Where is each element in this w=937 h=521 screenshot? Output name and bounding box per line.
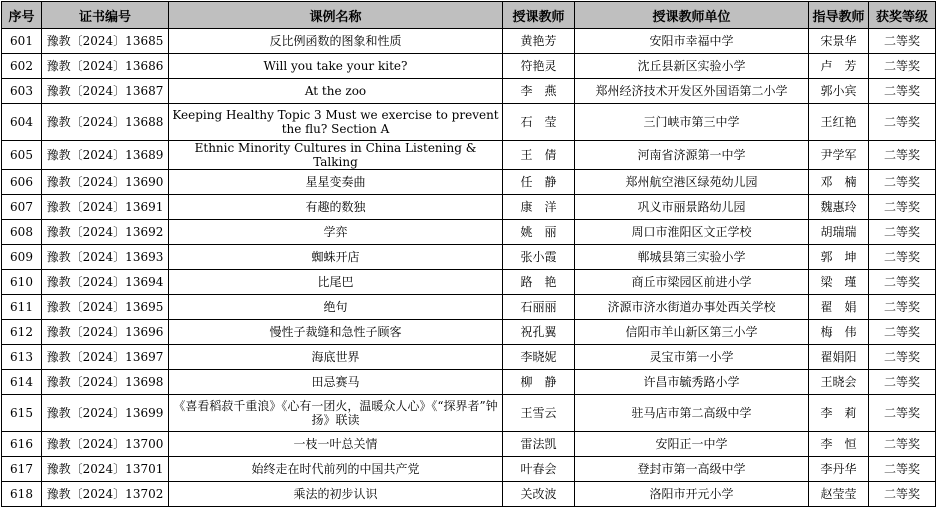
cell-course: 绝句 bbox=[169, 295, 503, 320]
header-unit: 授课教师单位 bbox=[575, 2, 809, 29]
cell-award: 二等奖 bbox=[869, 29, 936, 54]
cell-course: 始终走在时代前列的中国共产党 bbox=[169, 457, 503, 482]
cell-seq: 618 bbox=[2, 482, 42, 507]
cell-cert: 豫教〔2024〕13685 bbox=[42, 29, 169, 54]
cell-unit: 郑州经济技术开发区外国语第二小学 bbox=[575, 79, 809, 104]
cell-course: 《喜看稻菽千重浪》《心有一团火，温暖众人心》《“探界者”钟扬》联读 bbox=[169, 395, 503, 432]
cell-unit: 登封市第一高级中学 bbox=[575, 457, 809, 482]
cell-award: 二等奖 bbox=[869, 170, 936, 195]
cell-mentor: 郭 坤 bbox=[809, 245, 869, 270]
cell-cert: 豫教〔2024〕13700 bbox=[42, 432, 169, 457]
cell-cert: 豫教〔2024〕13694 bbox=[42, 270, 169, 295]
table-row bbox=[2, 395, 936, 432]
cell-cert: 豫教〔2024〕13697 bbox=[42, 345, 169, 370]
cell-mentor: 胡瑞瑞 bbox=[809, 220, 869, 245]
cell-mentor: 赵莹莹 bbox=[809, 482, 869, 507]
table-row bbox=[2, 79, 936, 104]
cell-course: 反比例函数的图象和性质 bbox=[169, 29, 503, 54]
cell-award: 二等奖 bbox=[869, 320, 936, 345]
cell-teacher: 叶春会 bbox=[503, 457, 575, 482]
cell-mentor: 尹学军 bbox=[809, 141, 869, 170]
cell-award: 二等奖 bbox=[869, 345, 936, 370]
cell-course: 一枝一叶总关情 bbox=[169, 432, 503, 457]
cell-award: 二等奖 bbox=[869, 195, 936, 220]
cell-seq: 612 bbox=[2, 320, 42, 345]
cell-mentor: 翟 娟 bbox=[809, 295, 869, 320]
table-row bbox=[2, 54, 936, 79]
cell-teacher: 柳 静 bbox=[503, 370, 575, 395]
cell-seq: 603 bbox=[2, 79, 42, 104]
table-row bbox=[2, 29, 936, 54]
cell-mentor: 梅 伟 bbox=[809, 320, 869, 345]
cell-teacher: 路 艳 bbox=[503, 270, 575, 295]
table-row bbox=[2, 482, 936, 507]
cell-mentor: 李 恒 bbox=[809, 432, 869, 457]
cell-cert: 豫教〔2024〕13689 bbox=[42, 141, 169, 170]
cell-seq: 601 bbox=[2, 29, 42, 54]
cell-teacher: 石丽丽 bbox=[503, 295, 575, 320]
cell-teacher: 任 静 bbox=[503, 170, 575, 195]
cell-unit: 安阳正一中学 bbox=[575, 432, 809, 457]
cell-seq: 607 bbox=[2, 195, 42, 220]
header-mentor: 指导教师 bbox=[809, 2, 869, 29]
cell-mentor: 王晓会 bbox=[809, 370, 869, 395]
cell-unit: 周口市淮阳区文正学校 bbox=[575, 220, 809, 245]
cell-course: 蜘蛛开店 bbox=[169, 245, 503, 270]
cell-unit: 济源市济水街道办事处西关学校 bbox=[575, 295, 809, 320]
table-row bbox=[2, 295, 936, 320]
cell-seq: 602 bbox=[2, 54, 42, 79]
cell-cert: 豫教〔2024〕13698 bbox=[42, 370, 169, 395]
table-row bbox=[2, 345, 936, 370]
cell-award: 二等奖 bbox=[869, 295, 936, 320]
header-award: 获奖等级 bbox=[869, 2, 936, 29]
cell-award: 二等奖 bbox=[869, 270, 936, 295]
cell-cert: 豫教〔2024〕13695 bbox=[42, 295, 169, 320]
cell-award: 二等奖 bbox=[869, 79, 936, 104]
cell-award: 二等奖 bbox=[869, 141, 936, 170]
table-row bbox=[2, 432, 936, 457]
cell-unit: 驻马店市第二高级中学 bbox=[575, 395, 809, 432]
table-row bbox=[2, 245, 936, 270]
cell-teacher: 黄艳芳 bbox=[503, 29, 575, 54]
cell-unit: 巩义市丽景路幼儿园 bbox=[575, 195, 809, 220]
cell-mentor: 李 莉 bbox=[809, 395, 869, 432]
cell-cert: 豫教〔2024〕13692 bbox=[42, 220, 169, 245]
cell-course: 学弈 bbox=[169, 220, 503, 245]
cell-seq: 604 bbox=[2, 104, 42, 141]
table-row bbox=[2, 220, 936, 245]
cell-unit: 灵宝市第一小学 bbox=[575, 345, 809, 370]
table-row bbox=[2, 370, 936, 395]
cell-award: 二等奖 bbox=[869, 245, 936, 270]
cell-teacher: 李晓妮 bbox=[503, 345, 575, 370]
table-row bbox=[2, 141, 936, 170]
cell-course: 慢性子裁缝和急性子顾客 bbox=[169, 320, 503, 345]
cell-mentor: 翟娟阳 bbox=[809, 345, 869, 370]
cell-teacher: 王雪云 bbox=[503, 395, 575, 432]
cell-unit: 许昌市毓秀路小学 bbox=[575, 370, 809, 395]
cell-award: 二等奖 bbox=[869, 104, 936, 141]
cell-award: 二等奖 bbox=[869, 482, 936, 507]
cell-teacher: 姚 丽 bbox=[503, 220, 575, 245]
cell-unit: 三门峡市第三中学 bbox=[575, 104, 809, 141]
cell-seq: 608 bbox=[2, 220, 42, 245]
header-teacher: 授课教师 bbox=[503, 2, 575, 29]
cell-seq: 613 bbox=[2, 345, 42, 370]
table-row bbox=[2, 457, 936, 482]
cell-cert: 豫教〔2024〕13699 bbox=[42, 395, 169, 432]
cell-course: Will you take your kite? bbox=[169, 54, 503, 79]
header-row bbox=[2, 2, 936, 29]
cell-course: 星星变奏曲 bbox=[169, 170, 503, 195]
cell-seq: 609 bbox=[2, 245, 42, 270]
cell-teacher: 王 倩 bbox=[503, 141, 575, 170]
cell-seq: 616 bbox=[2, 432, 42, 457]
cell-seq: 615 bbox=[2, 395, 42, 432]
cell-course: Keeping Healthy Topic 3 Must we exercise to prevent the flu? Section A bbox=[169, 104, 503, 141]
cell-unit: 郸城县第三实验小学 bbox=[575, 245, 809, 270]
cell-seq: 606 bbox=[2, 170, 42, 195]
cell-teacher: 康 洋 bbox=[503, 195, 575, 220]
cell-seq: 617 bbox=[2, 457, 42, 482]
cell-cert: 豫教〔2024〕13687 bbox=[42, 79, 169, 104]
cell-unit: 河南省济源第一中学 bbox=[575, 141, 809, 170]
table-row bbox=[2, 195, 936, 220]
cell-unit: 沈丘县新区实验小学 bbox=[575, 54, 809, 79]
cell-course: 比尾巴 bbox=[169, 270, 503, 295]
cell-cert: 豫教〔2024〕13690 bbox=[42, 170, 169, 195]
cell-teacher: 李 燕 bbox=[503, 79, 575, 104]
cell-cert: 豫教〔2024〕13688 bbox=[42, 104, 169, 141]
cell-course: 有趣的数独 bbox=[169, 195, 503, 220]
cell-cert: 豫教〔2024〕13701 bbox=[42, 457, 169, 482]
cell-mentor: 梁 瑾 bbox=[809, 270, 869, 295]
cell-teacher: 符艳灵 bbox=[503, 54, 575, 79]
cell-teacher: 关改波 bbox=[503, 482, 575, 507]
cell-cert: 豫教〔2024〕13702 bbox=[42, 482, 169, 507]
cell-award: 二等奖 bbox=[869, 370, 936, 395]
cell-mentor: 魏惠玲 bbox=[809, 195, 869, 220]
cell-unit: 安阳市幸福中学 bbox=[575, 29, 809, 54]
cell-course: 乘法的初步认识 bbox=[169, 482, 503, 507]
cell-cert: 豫教〔2024〕13696 bbox=[42, 320, 169, 345]
cell-seq: 614 bbox=[2, 370, 42, 395]
cell-unit: 洛阳市开元小学 bbox=[575, 482, 809, 507]
cell-mentor: 宋景华 bbox=[809, 29, 869, 54]
cell-unit: 信阳市羊山新区第三小学 bbox=[575, 320, 809, 345]
cell-unit: 商丘市梁园区前进小学 bbox=[575, 270, 809, 295]
cell-cert: 豫教〔2024〕13686 bbox=[42, 54, 169, 79]
table-row bbox=[2, 170, 936, 195]
cell-seq: 610 bbox=[2, 270, 42, 295]
table-body bbox=[2, 29, 936, 507]
cell-mentor: 卢 芳 bbox=[809, 54, 869, 79]
header-cert: 证书编号 bbox=[42, 2, 169, 29]
cell-award: 二等奖 bbox=[869, 220, 936, 245]
cell-award: 二等奖 bbox=[869, 432, 936, 457]
cell-teacher: 祝孔翼 bbox=[503, 320, 575, 345]
cell-mentor: 王红艳 bbox=[809, 104, 869, 141]
cell-award: 二等奖 bbox=[869, 457, 936, 482]
cell-course: 海底世界 bbox=[169, 345, 503, 370]
award-table bbox=[1, 1, 936, 507]
cell-mentor: 邓 楠 bbox=[809, 170, 869, 195]
table-row bbox=[2, 104, 936, 141]
cell-cert: 豫教〔2024〕13693 bbox=[42, 245, 169, 270]
cell-seq: 611 bbox=[2, 295, 42, 320]
cell-award: 二等奖 bbox=[869, 395, 936, 432]
cell-cert: 豫教〔2024〕13691 bbox=[42, 195, 169, 220]
cell-mentor: 郭小宾 bbox=[809, 79, 869, 104]
cell-award: 二等奖 bbox=[869, 54, 936, 79]
table-row bbox=[2, 320, 936, 345]
cell-course: 田忌赛马 bbox=[169, 370, 503, 395]
header-seq: 序号 bbox=[2, 2, 42, 29]
cell-unit: 郑州航空港区绿苑幼儿园 bbox=[575, 170, 809, 195]
cell-course: Ethnic Minority Cultures in China Listening & Talking bbox=[169, 141, 503, 170]
cell-teacher: 石 莹 bbox=[503, 104, 575, 141]
cell-teacher: 雷法凯 bbox=[503, 432, 575, 457]
cell-course: At the zoo bbox=[169, 79, 503, 104]
table-row bbox=[2, 270, 936, 295]
cell-mentor: 李丹华 bbox=[809, 457, 869, 482]
header-course: 课例名称 bbox=[169, 2, 503, 29]
cell-seq: 605 bbox=[2, 141, 42, 170]
cell-teacher: 张小霞 bbox=[503, 245, 575, 270]
